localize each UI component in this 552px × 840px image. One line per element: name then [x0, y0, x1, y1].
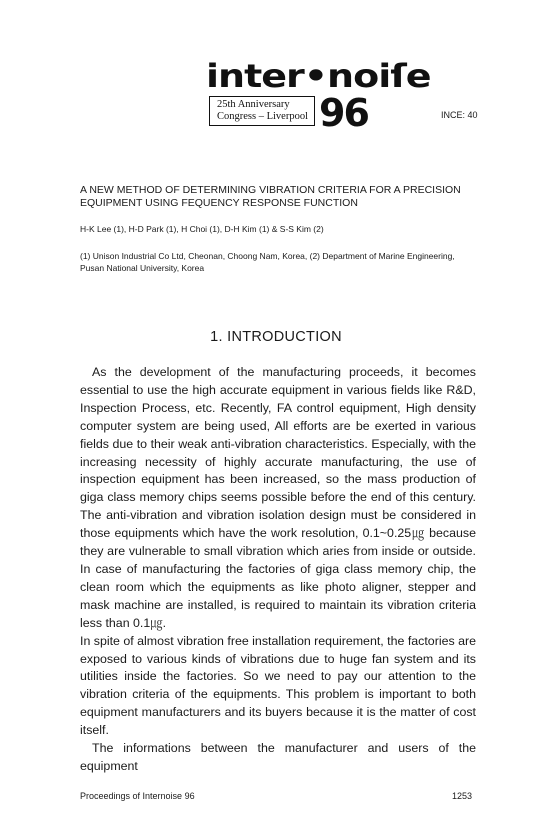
paper-title: A NEW METHOD OF DETERMINING VIBRATION CRITERIA FOR A PRECISION EQUIPMENT USING FEQUENCY RESPONSE FUNCTION	[80, 184, 461, 209]
paper-code: INCE: 40	[441, 110, 478, 120]
logo-anniversary-box	[209, 96, 315, 126]
footer-proceedings: Proceedings of Internoise 96	[80, 791, 195, 801]
section-heading: 1. INTRODUCTION	[210, 329, 342, 345]
paragraph: In spite of almost vibration free installation requirement, the factories are exposed to various kinds of vibrations due to huge fan system and its utilities inside the factories. So we need to pay our attention to the vibration criteria of the equipments. This problem is important to both equipment manufacturers and its buyers because it is the matter of cost itself.	[80, 633, 477, 738]
internoise-logo	[206, 57, 431, 135]
paragraph: The informations between the manufacturer and users of the equipment	[80, 741, 476, 773]
logo-year: 96	[319, 91, 368, 135]
logo-box-line2: Congress – Liverpool	[217, 111, 308, 122]
paragraph: As the development of the manufacturing proceeds, it becomes essential to use the high accurate equipment in various fields like R&D, Inspection Process, etc. Recently, FA control equipment, High density computer system are being used, All efforts are be exerted in various fields due to their weak anti-vibration characteristics. Especially, with the increasing necessity of highly accurate manufacturing, the use of inspection equipment has been increased, so the mass production of giga class memory chips seems possible before the end of this century. The anti-vibration and vibration isolation design must be considered in those equipments which have the work resolution, 0.1~0.25㎍ because they are vulnerable to small vibration which aries from inside or outside. In case of manufacturing the factories of giga class memory chip, the clean room which the equipments as like photo aligner, stepper and mask machine are installed, is required to maintain its vibration criteria less than 0.1㎍.	[80, 365, 476, 630]
page-number: 1253	[452, 791, 473, 801]
body-text	[80, 364, 476, 776]
logo-box-line1: 25th Anniversary	[217, 99, 290, 110]
paper-affiliations: (1) Unison Industrial Co Ltd, Cheonan, Choong Nam, Korea, (2) Department of Marine Engineering, Pusan National University, Korea	[80, 251, 455, 273]
paper-authors: H-K Lee (1), H-D Park (1), H Choi (1), D-H Kim (1) & S-S Kim (2)	[80, 224, 324, 234]
logo-wordmark: inter•noiſe	[206, 57, 431, 95]
